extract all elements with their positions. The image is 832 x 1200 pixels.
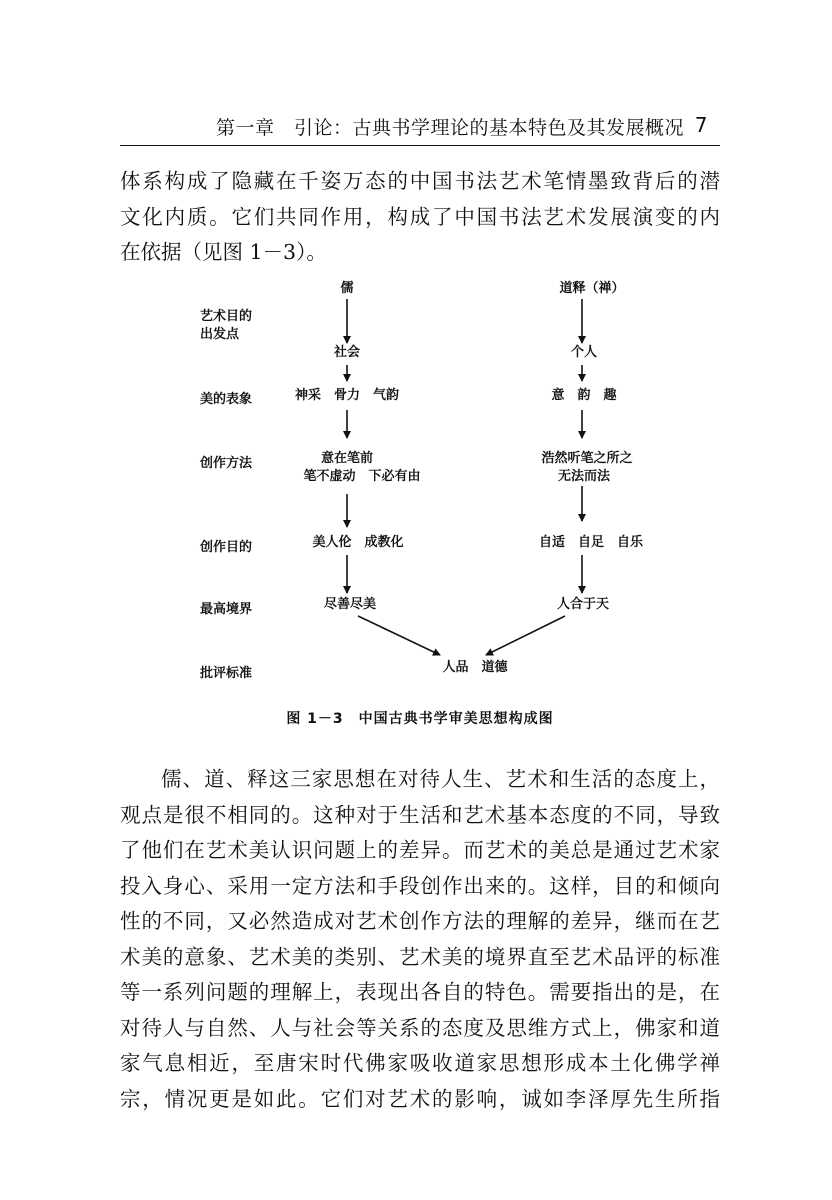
figure-caption: 图 1－3 中国古典书学审美思想构成图 (286, 711, 554, 727)
criteria-node: 人品 道德 (442, 660, 508, 675)
confucian-heading: 儒 (340, 281, 354, 296)
text-line: 等一系列问题的理解上，表现出各自的特色。需要指出的是，在 (120, 980, 720, 1004)
daoist-purpose: 自适 自足 自乐 (538, 535, 644, 550)
confucian-origin: 社会 (333, 345, 361, 360)
arrow (486, 616, 565, 655)
row-label-aim: 创作目的 (200, 540, 253, 555)
row-label-origin: 出发点 (200, 327, 240, 342)
page-number: 7 (694, 113, 708, 137)
daoist-method-1: 浩然听笔之所之 (541, 451, 633, 466)
text-line: 宗，情况更是如此。它们对艺术的影响，诚如李泽厚先生所指 (120, 1086, 720, 1111)
text-line: 术美的意象、艺术美的类别、艺术美的境界直至艺术品评的标准 (120, 944, 720, 969)
text-line: 对待人与自然、人与社会等关系的态度及思维方式上，佛家和道 (120, 1015, 720, 1040)
chapter-title: 第一章 引论：古典书学理论的基本特色及其发展概况 (216, 117, 685, 139)
row-label-method: 创作方法 (200, 456, 253, 471)
confucian-purpose: 美人伦 成教化 (312, 535, 404, 550)
text-line: 体系构成了隐藏在千姿万态的中国书法艺术笔情墨致背后的潜 (120, 169, 720, 193)
text-line: 观点是很不相同的。这种对于生活和艺术基本态度的不同，导致 (120, 802, 720, 827)
aesthetics-diagram (190, 275, 690, 685)
text-line: 文化内质。它们共同作用，构成了中国书法艺术发展演变的内 (120, 204, 720, 229)
diagram-arrows (190, 275, 690, 685)
confucian-appearance: 神采 骨力 气韵 (294, 388, 400, 403)
text-line: 在依据（见图 1－3）。 (120, 240, 327, 264)
row-label-criteria: 批评标准 (200, 666, 253, 681)
confucian-method-1: 意在笔前 (320, 451, 374, 466)
confucian-realm: 尽善尽美 (323, 597, 377, 612)
text-line: 家气息相近，至唐宋时代佛家吸收道家思想形成本土化佛学禅 (120, 1051, 720, 1075)
daoist-origin: 个人 (570, 345, 598, 360)
daoist-appearance: 意 韵 趣 (551, 388, 617, 403)
header-divider (120, 145, 720, 146)
daoist-method-2: 无法而法 (557, 469, 611, 484)
text-line: 儒、道、释这三家思想在对待人生、艺术和生活的态度上， (161, 767, 720, 791)
text-line: 投入身心、采用一定方法和手段创作出来的。这样，目的和倾向 (120, 873, 720, 898)
text-line: 性的不同，又必然造成对艺术创作方法的理解的差异，继而在艺 (120, 909, 720, 933)
confucian-method-2: 笔不虚动 下必有由 (303, 469, 421, 484)
row-label-appearance: 美的表象 (200, 392, 253, 407)
text-line: 了他们在艺术美认识问题上的差异。而艺术的美总是通过艺术家 (120, 838, 720, 862)
row-label-purpose: 艺术目的 (200, 309, 253, 324)
body-paragraph (120, 762, 720, 1117)
arrow (358, 616, 440, 655)
daoist-realm: 人合于天 (556, 597, 610, 612)
daoist-buddhist-heading: 道释（禅） (559, 281, 625, 296)
row-label-realm: 最高境界 (200, 602, 253, 617)
intro-paragraph (120, 164, 720, 271)
